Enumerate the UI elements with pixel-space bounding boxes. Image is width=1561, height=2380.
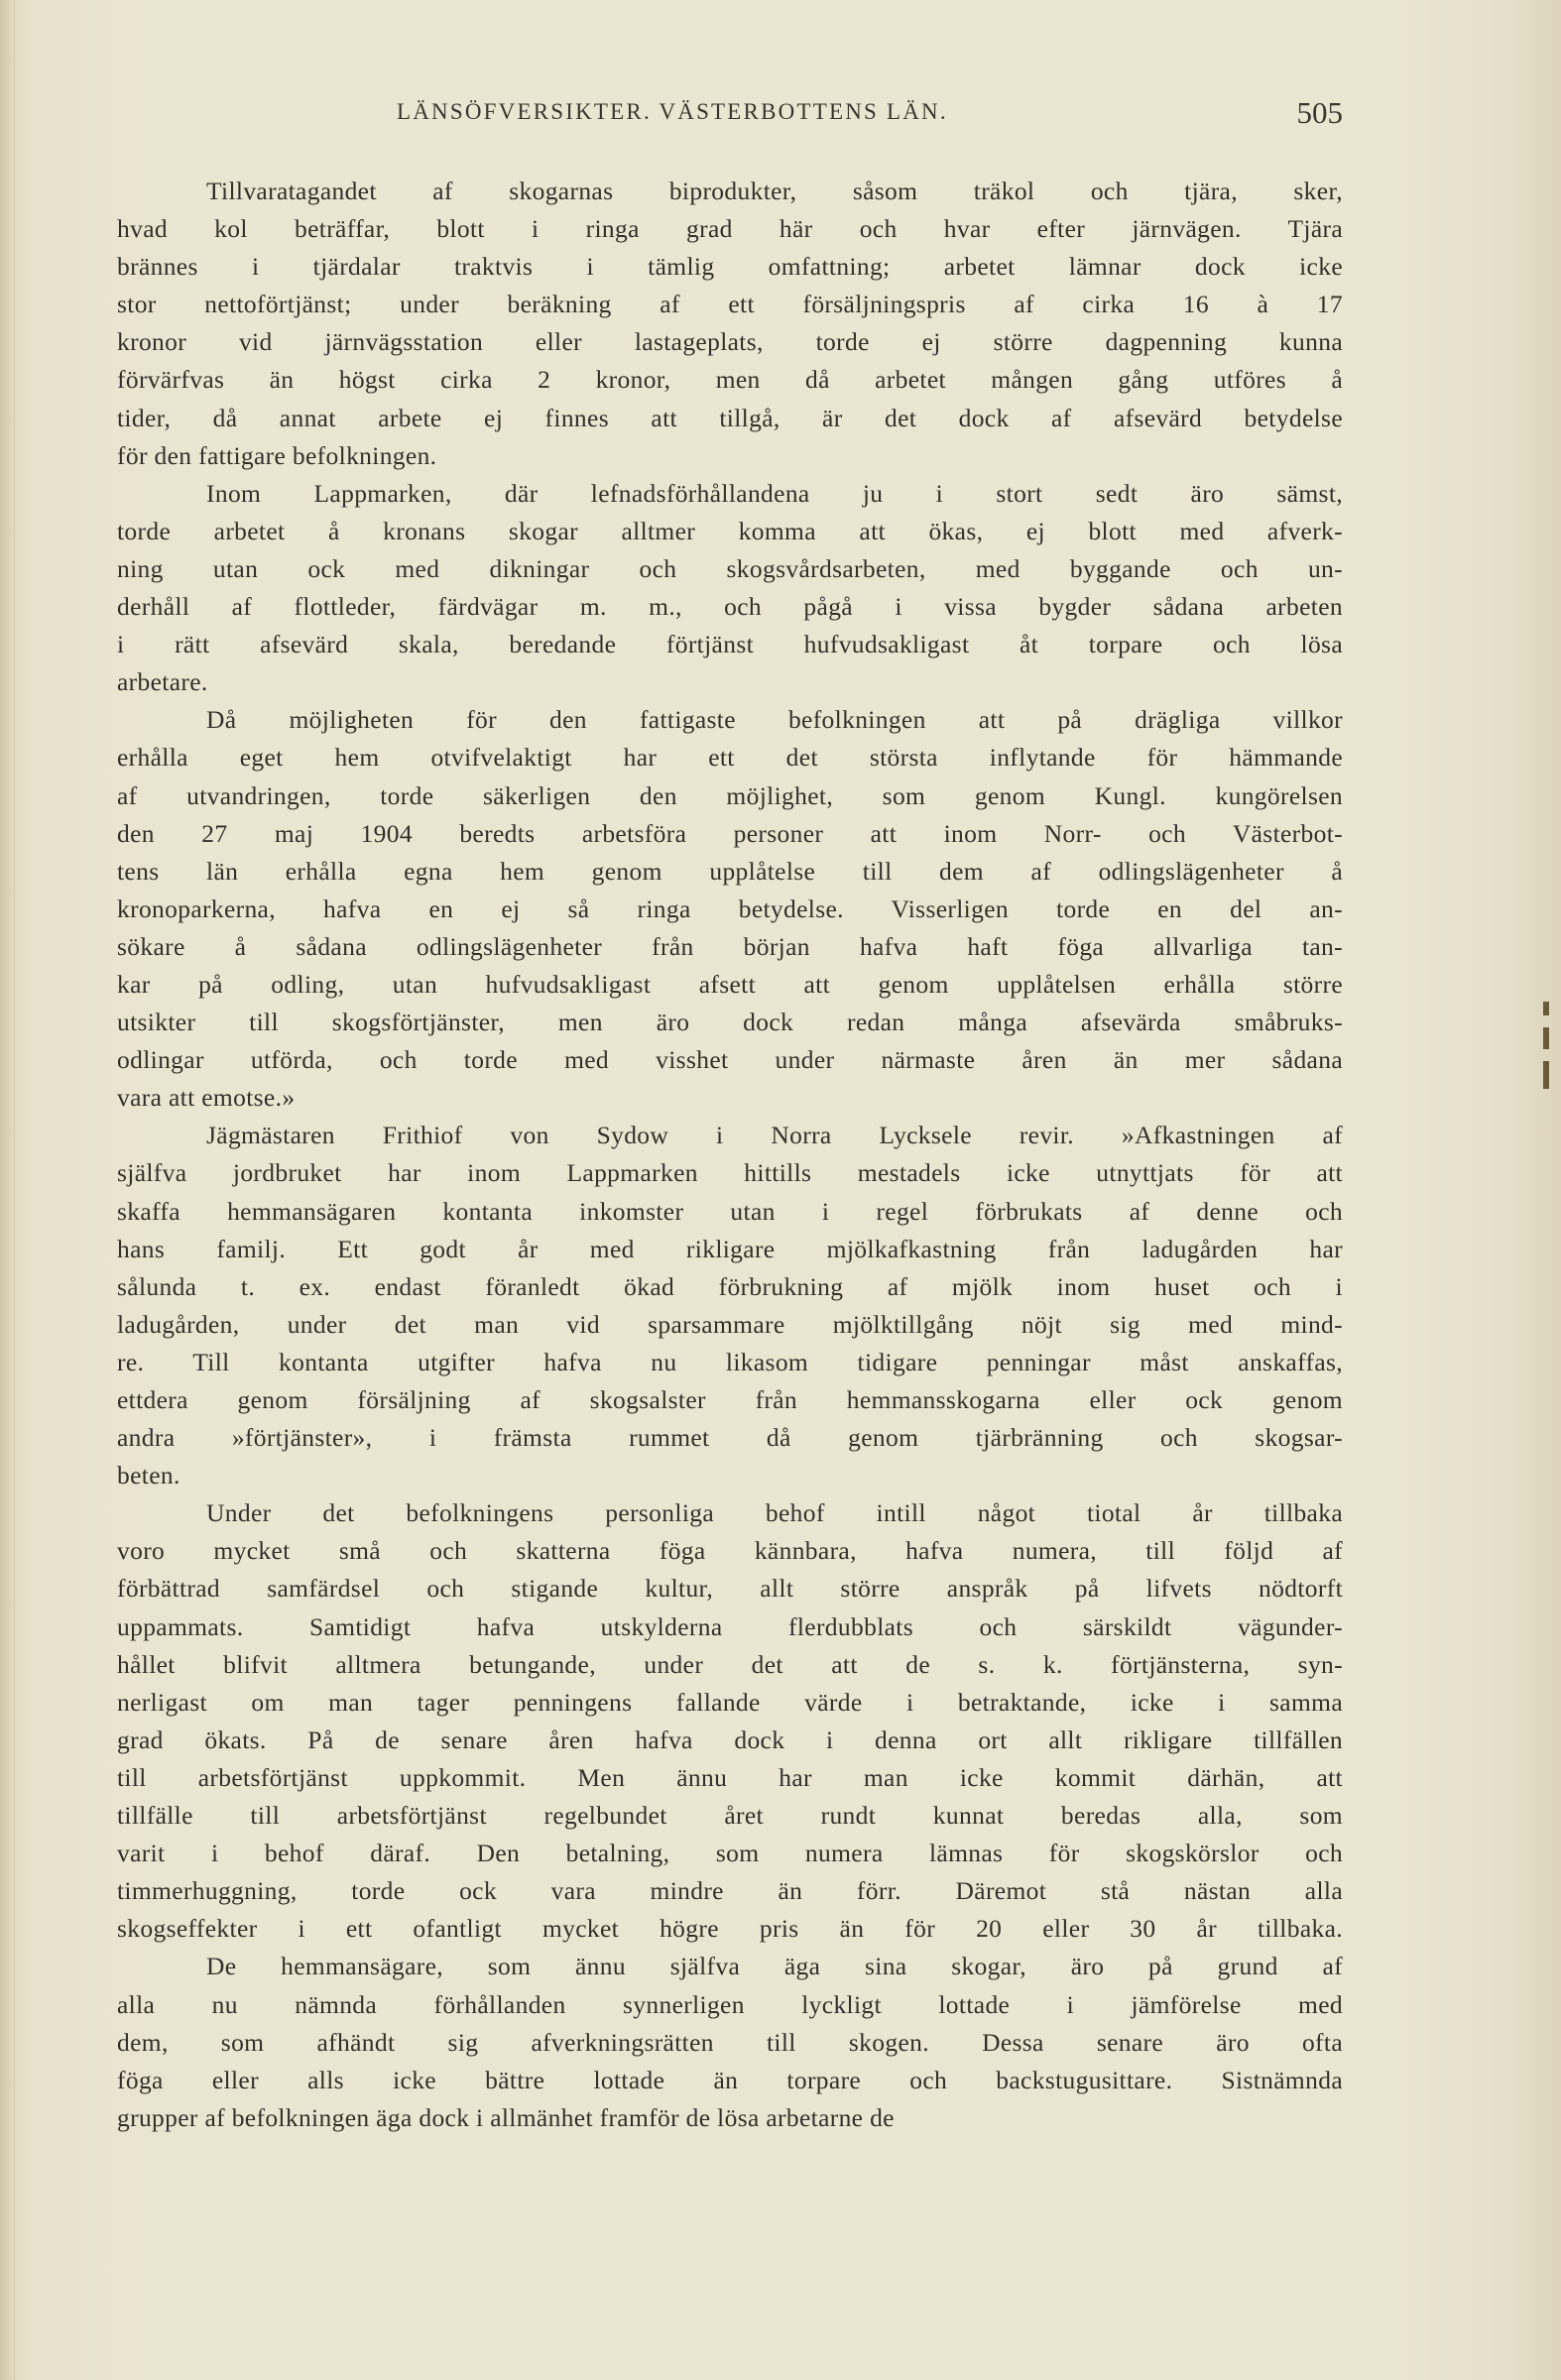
page-header bbox=[117, 95, 1343, 145]
text-line: timmerhuggning, torde ock vara mindre än förr. Däremot stå nästan alla bbox=[117, 1876, 1343, 1906]
text-line: brännes i tjärdalar traktvis i tämlig omfattning; arbetet lämnar dock icke bbox=[117, 252, 1343, 282]
page-number: 505 bbox=[1296, 95, 1343, 130]
text-line: Under det befolkningens personliga behof intill något tiotal år tillbaka bbox=[206, 1498, 1343, 1528]
text-line: odlingar utförda, och torde med visshet under närmaste åren än mer sådana bbox=[117, 1045, 1343, 1075]
text-line: föga eller alls icke bättre lottade än torpare och backstugusittare. Sistnämnda bbox=[117, 2065, 1343, 2094]
text-line: andra »förtjänster», i främsta rummet då genom tjärbränning och skogsar- bbox=[117, 1423, 1343, 1453]
text-line: erhålla eget hem otvifvelaktigt har ett det största inflytande för hämmande bbox=[117, 743, 1343, 773]
text-line: nerligast om man tager penningens fallande värde i betraktande, icke i samma bbox=[117, 1687, 1343, 1717]
text-line: hvad kol beträffar, blott i ringa grad här och hvar efter järnvägen. Tjära bbox=[117, 214, 1343, 244]
text-line: hans familj. Ett godt år med rikligare mjölkafkastning från ladugården har bbox=[117, 1234, 1343, 1263]
text-line: tens län erhålla egna hem genom upplåtelse till dem af odlingslägenheter å bbox=[117, 856, 1343, 886]
text-line: Jägmästaren Frithiof von Sydow i Norra Lycksele revir. »Afkastningen af bbox=[206, 1121, 1343, 1150]
text-line: stor nettoförtjänst; under beräkning af ett försäljningspris af cirka 16 à 17 bbox=[117, 290, 1343, 319]
text-line: derhåll af flottleder, färdvägar m. m., och pågå i vissa bygder sådana arbeten bbox=[117, 592, 1343, 622]
text-line: Inom Lappmarken, där lefnadsförhållandena ju i stort sedt äro sämst, bbox=[206, 478, 1343, 508]
running-head: LÄNSÖFVERSIKTER. VÄSTERBOTTENS LÄN. bbox=[397, 99, 948, 124]
text-line: sålunda t. ex. endast föranledt ökad förbrukning af mjölk inom huset och i bbox=[117, 1271, 1343, 1301]
body-text bbox=[117, 173, 1343, 2137]
text-line: voro mycket små och skatterna föga kännbara, hafva numera, till följd af bbox=[117, 1536, 1343, 1566]
text-line: tider, då annat arbete ej finnes att tillgå, är det dock af afsevärd betydelse bbox=[117, 403, 1343, 432]
text-line: ladugården, under det man vid sparsammare mjölktillgång nöjt sig med mind- bbox=[117, 1309, 1343, 1339]
text-line: skogseffekter i ett ofantligt mycket högre pris än för 20 eller 30 år tillbaka. bbox=[117, 1914, 1343, 1944]
text-line: kronoparkerna, hafva en ej så ringa betydelse. Visserligen torde en del an- bbox=[117, 893, 1343, 923]
text-line: tillfälle till arbetsförtjänst regelbundet året rundt kunnat beredas alla, som bbox=[117, 1801, 1343, 1831]
text-line: för den fattigare befolkningen. bbox=[117, 440, 437, 470]
text-line: grad ökats. På de senare åren hafva dock i denna ort allt rikligare tillfällen bbox=[117, 1725, 1343, 1754]
text-line: till arbetsförtjänst uppkommit. Men ännu har man icke kommit därhän, att bbox=[117, 1762, 1343, 1792]
text-line: skaffa hemmansägaren kontanta inkomster utan i regel förbrukats af denne och bbox=[117, 1196, 1343, 1226]
text-line: uppammats. Samtidigt hafva utskylderna flerdubblats och särskildt vägunder- bbox=[117, 1611, 1343, 1641]
text-line: arbetare. bbox=[117, 667, 208, 697]
text-line: vara att emotse.» bbox=[117, 1083, 296, 1113]
text-line: förbättrad samfärdsel och stigande kultur, allt större anspråk på lifvets nödtorft bbox=[117, 1574, 1343, 1604]
text-line: af utvandringen, torde säkerligen den möjlighet, som genom Kungl. kungörelsen bbox=[117, 780, 1343, 810]
text-line: dem, som afhändt sig afverkningsrätten till skogen. Dessa senare äro ofta bbox=[117, 2027, 1343, 2057]
text-line: kronor vid järnvägsstation eller lastageplats, torde ej större dagpenning kunna bbox=[117, 327, 1343, 357]
text-line: i rätt afsevärd skala, beredande förtjänst hufvudsakligast åt torpare och lösa bbox=[117, 630, 1343, 659]
text-line: torde arbetet å kronans skogar alltmer komma att ökas, ej blott med afverk- bbox=[117, 516, 1343, 545]
text-line: kar på odling, utan hufvudsakligast afsett att genom upplåtelsen erhålla större bbox=[117, 969, 1343, 999]
text-line: sökare å sådana odlingslägenheter från början hafva haft föga allvarliga tan- bbox=[117, 931, 1343, 961]
text-line: ning utan ock med dikningar och skogsvårdsarbeten, med byggande och un- bbox=[117, 553, 1343, 583]
text-line: förvärfvas än högst cirka 2 kronor, men då arbetet mången gång utföres å bbox=[117, 365, 1343, 395]
text-line: hållet blifvit alltmera betungande, under det att de s. k. förtjänsterna, syn- bbox=[117, 1649, 1343, 1679]
text-line: grupper af befolkningen äga dock i allmänhet framför de lösa arbetarne de bbox=[117, 2102, 895, 2132]
text-line: Tillvaratagandet af skogarnas biprodukter, såsom träkol och tjära, sker, bbox=[206, 177, 1343, 205]
text-line: re. Till kontanta utgifter hafva nu likasom tidigare penningar måst anskaffas, bbox=[117, 1347, 1343, 1376]
text-line: De hemmansägare, som ännu själfva äga sina skogar, äro på grund af bbox=[206, 1952, 1343, 1981]
text-line: Då möjligheten för den fattigaste befolkningen att på drägliga villkor bbox=[206, 705, 1343, 735]
text-line: alla nu nämnda förhållanden synnerligen lyckligt lottade i jämförelse med bbox=[117, 1989, 1343, 2019]
text-line: den 27 maj 1904 beredts arbetsföra personer att inom Norr- och Västerbot- bbox=[117, 818, 1343, 848]
text-line: varit i behof däraf. Den betalning, som numera lämnas för skogskörslor och bbox=[117, 1839, 1343, 1868]
text-line: utsikter till skogsförtjänster, men äro dock redan många afsevärda småbruks- bbox=[117, 1008, 1343, 1037]
text-line: själfva jordbruket har inom Lappmarken hittills mestadels icke utnyttjats för att bbox=[117, 1158, 1343, 1188]
text-line: beten. bbox=[117, 1461, 180, 1490]
page-binding-edge bbox=[0, 0, 15, 2380]
text-line: ettdera genom försäljning af skogsalster från hemmansskogarna eller ock genom bbox=[117, 1385, 1343, 1414]
margin-marks bbox=[1543, 1002, 1551, 1121]
